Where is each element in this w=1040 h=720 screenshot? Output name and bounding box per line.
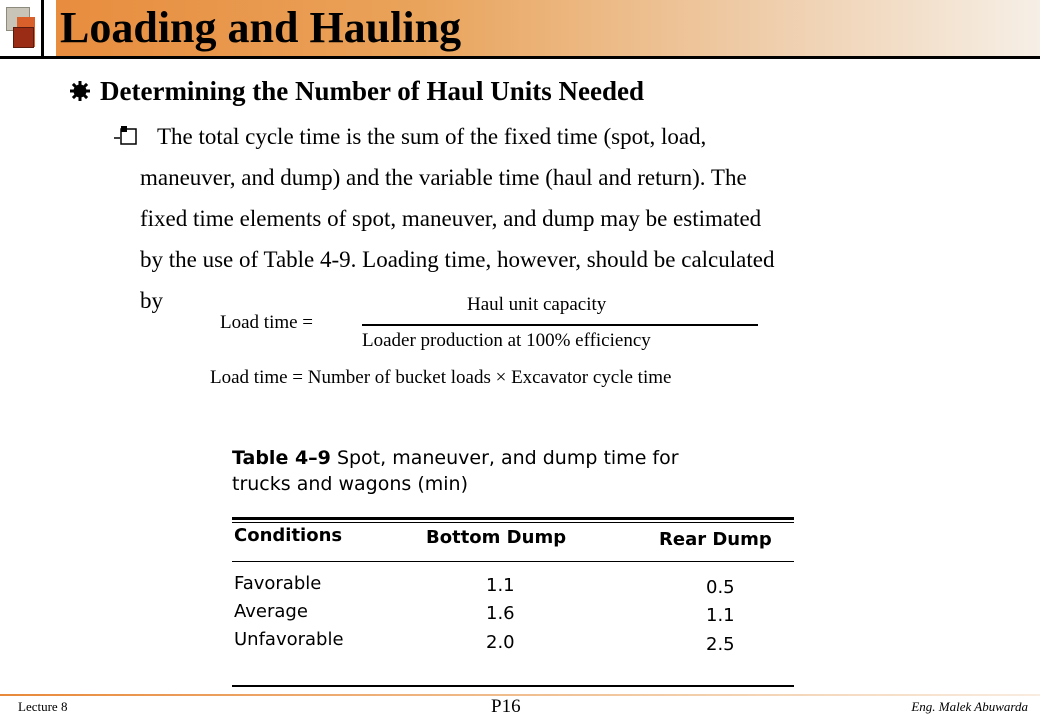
footer-page-number: P16 [491,696,521,717]
title-divider [0,56,1040,59]
table-cell: 2.0 [486,632,515,653]
fraction-bar [362,324,758,326]
table-4-9 [232,445,796,655]
table-cell: Favorable [234,573,322,594]
table-cell: Unfavorable [234,629,344,650]
table-caption-line2: trucks and wagons (min) [232,473,468,495]
footer-lecture: Lecture 8 [18,699,68,714]
window-bullet-icon [114,124,138,146]
table-cell: 1.1 [706,605,735,626]
paragraph-line: maneuver, and dump) and the variable time (haul and return). The [140,165,747,190]
paragraph-line: by [140,288,163,313]
table-top-rule [232,517,794,520]
table-label: Table 4–9 [232,447,331,469]
body-paragraph [140,116,1028,321]
bullet-heading [70,74,644,108]
paragraph-line: The total cycle time is the sum of the fixed time (spot, load, [157,124,707,149]
table-bottom-rule [232,685,794,687]
paragraph-line: fixed time elements of spot, maneuver, and dump may be estimated [140,206,762,231]
table-top-rule-thin [232,522,794,523]
table-caption-line1: Spot, maneuver, and dump time for [336,447,679,469]
paragraph-line: by the use of Table 4-9. Loading time, however, should be calculated [140,247,775,272]
formula-denominator: Loader production at 100% efficiency [362,330,651,351]
table-caption [232,445,796,497]
footer-author: Eng. Malek Abuwarda [911,699,1028,714]
gear-bullet-icon [70,81,90,101]
formula-bucket-loads: Load time = Number of bucket loads × Excavator cycle time [210,367,672,388]
formula-lhs: Load time = [220,312,314,333]
table-cell: 1.1 [486,575,515,596]
bullet-heading-text: Determining the Number of Haul Units Needed [100,76,644,106]
formula-numerator: Haul unit capacity [467,294,607,315]
column-header: Rear Dump [659,529,772,550]
table-cell: 0.5 [706,577,735,598]
column-header: Bottom Dump [426,527,567,548]
squares-logo-icon [0,0,56,56]
table-cell: Average [234,601,308,622]
slide-title: Loading and Hauling [60,3,462,52]
column-header: Conditions [234,525,343,546]
table-cell: 2.5 [706,634,735,655]
table-header-rule [232,561,794,562]
table-cell: 1.6 [486,603,515,624]
